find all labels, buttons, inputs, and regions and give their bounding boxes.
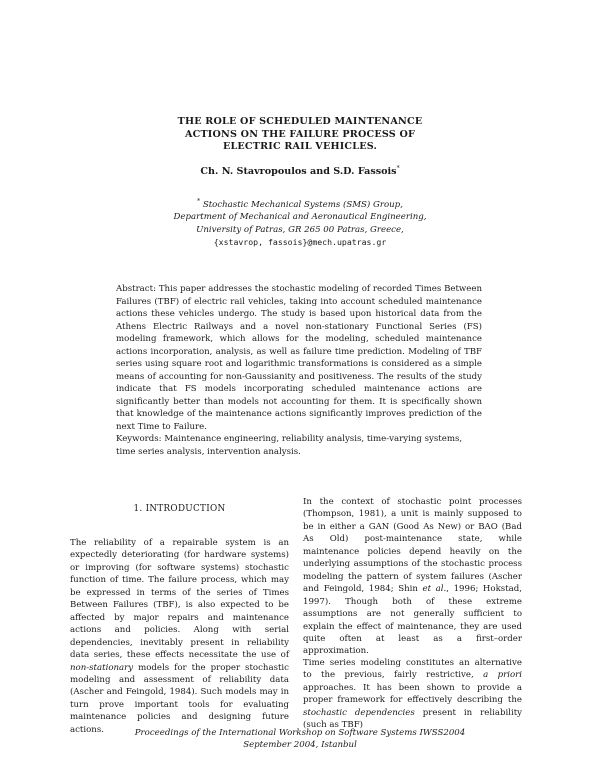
- intro-paragraph-3: Time series modeling constitutes an alternative to the previous, fairly restrictive, a priori approaches. It has been shown to provide a proper framework for effectively describing the stochastic dependencies present in reliability (such as TBF): [303, 658, 522, 731]
- title-line-3: ELECTRIC RAIL VEHICLES.: [222, 141, 378, 152]
- emphasis-a-priori: a priori: [483, 670, 522, 681]
- proceedings-footer: [0, 727, 600, 751]
- affiliation-line-3: University of Patras, GR 265 00 Patras, Greece,: [196, 224, 404, 235]
- authors: [0, 165, 600, 177]
- author-names: Ch. N. Stavropoulos and S.D. Fassois: [200, 166, 397, 178]
- section-heading-introduction: 1. INTRODUCTION: [133, 504, 226, 514]
- affiliation: [0, 196, 600, 249]
- abstract: [116, 283, 482, 433]
- affiliation-line-2: Department of Mechanical and Aeronautical Engineering,: [173, 212, 427, 223]
- intro-paragraph-1: The reliability of a repairable system is an expectedly deteriorating (for hardware systems) or improving (for software systems) stochastic function of time. The failure process, which may be expressed in terms of the series of Times Between Failures (TBF), is also expected to be affected by major repairs and maintenance actions and policies. Along with serial dependencies, inevitably present in reliability data series, these effects necessitate the use of non-stationary models for the proper stochastic modeling and assessment of reliability data (Ascher and Feingold, 1984). Such models may in turn prove important tools for evaluating maintenance policies and designing future actions.: [70, 538, 289, 735]
- affiliation-mark: *: [197, 198, 201, 205]
- affiliation-line-1: * Stochastic Mechanical Systems (SMS) Group,: [197, 198, 403, 210]
- abstract-text: This paper addresses the stochastic modeling of recorded Times Between Failures (TBF) of electric rail vehicles, taking into account scheduled maintenance actions these vehicles undergo. The study is based upon historical data from the Athens Electric Railways and a novel non-stationary Functional Series (FS) modeling framework, which allows for the modeling, scheduled maintenance actions incorporation, analysis, as well as failure time prediction. Modeling of TBF series using square root and logarithmic transformations is considered as a simple means of accounting for non-Gaussianity and positiveness. The results of the study indicate that FS models incorporating scheduled maintenance actions are significantly better than models not accounting for them. It is specifically shown that knowledge of the maintenance actions significantly improves prediction of the next Time to Failure.: [116, 284, 482, 432]
- keywords: [116, 433, 482, 458]
- keywords-label: Keywords:: [116, 434, 162, 444]
- emphasis-non-stationary: non-stationary: [70, 662, 134, 673]
- intro-paragraph-2: In the context of stochastic point processes (Thompson, 1981), a unit is mainly supposed to be in either a GAN (Good As New) or BAO (Bad As Old) post-maintenance state, while maintenance policies depend heavily on the underlying assumptions of the stochastic process modeling the pattern of system failures (Ascher and Feingold, 1984; Shin et al., 1996; Hokstad, 1997). Though both of these extreme assumptions are not generally sufficient to explain the effect of maintenance, they are used quite often at least as a first–order approximation.: [303, 497, 523, 657]
- title-line-2: ACTIONS ON THE FAILURE PROCESS OF: [184, 128, 416, 140]
- keywords-text: Maintenance engineering, reliability analysis, time-varying systems, time series analysis, intervention analysis.: [116, 434, 463, 457]
- emphasis-stochastic-dependencies: stochastic dependencies: [303, 707, 415, 718]
- affiliation-email: {xstavrop, fassois}@mech.upatras.gr: [213, 237, 387, 248]
- title-line-1: THE ROLE OF SCHEDULED MAINTENANCE: [177, 116, 423, 127]
- footer-line-1: Proceedings of the International Workshop on Software Systems IWSS2004: [134, 728, 466, 738]
- paper-title: [0, 116, 600, 154]
- footer-line-2: September 2004, Istanbul: [243, 740, 357, 750]
- emphasis-et-al: et al.: [422, 584, 447, 595]
- abstract-label: Abstract:: [116, 284, 156, 294]
- author-mark: *: [396, 165, 400, 172]
